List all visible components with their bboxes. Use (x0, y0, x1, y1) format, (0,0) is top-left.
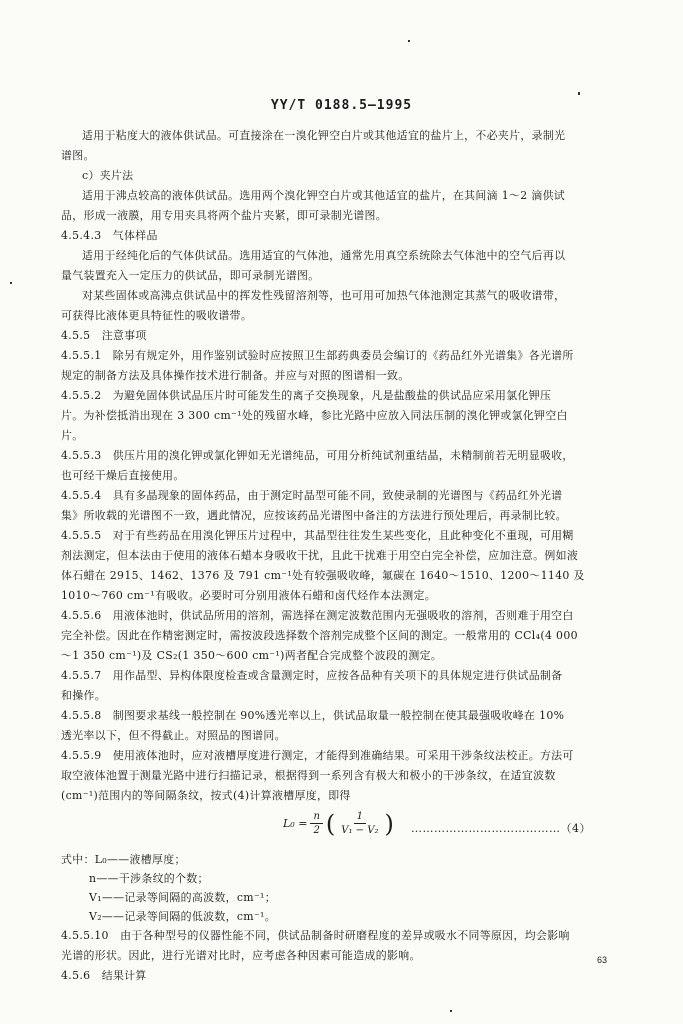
text-line: 片。为补偿抵消出现在 3 300 cm⁻¹处的残留水峰，参比光路中应放入同法压制的溴化钾或氯化钾空白 (61, 409, 568, 422)
text-line: 光谱的形状。因此，进行光谱对比时，应考虑各种因素可能造成的影响。 (61, 949, 421, 962)
text-line: 透光率以下，但不得截止。对照品的图谱同。 (61, 729, 286, 742)
text-line: 集》所收载的光谱图不一致，遇此情况，应按该药品光谱图中备注的方法进行预处理后，再录制比较。 (61, 509, 567, 522)
text-line: 4.5.5.5 对于有些药品在用溴化钾压片过程中，其晶型往往发生某些变化，且此种变化不重现，可用糊 (61, 529, 574, 542)
text-line: 式中：L₀——液槽厚度； (61, 853, 186, 866)
text-line: 可获得比液体更具特征性的吸收谱带。 (61, 309, 253, 322)
page-number: 63 (597, 955, 608, 965)
text-line: 4.5.6 结果计算 (61, 969, 147, 982)
text-line: 适用于粘度大的液体供试品。可直接涂在一溴化钾空白片或其他适宜的盐片上，不必夹片，录制光 (82, 129, 566, 142)
formula-4 (61, 806, 621, 850)
reciprocal-denominator: V₁ − V₂ (341, 825, 379, 836)
text-line: 4.5.5.3 供压片用的溴化钾或氯化钾如无光谱纯品，可用分析纯试剂重结晶，未精制前若无明显吸收， (61, 449, 574, 462)
text-line: ～1 350 cm⁻¹)及 CS₂(1 350～600 cm⁻¹)两者配合完成整个波段的测定。 (61, 649, 443, 662)
text-line: 适用于沸点较高的液体供试品。选用两个溴化钾空白片或其他适宜的盐片，在其间滴 1～2 滴供试 (82, 189, 566, 202)
fraction-numerator: n (310, 810, 322, 824)
text-line: 规定的制备方法及具体操作技术进行制备。并应与对照的图谱相一致。 (61, 369, 410, 382)
text-line: 1010～760 cm⁻¹有吸收。必要时可分别用液体石蜡和卤代烃作本法测定。 (61, 589, 436, 602)
text-line: (cm⁻¹)范围内的等间隔条纹，按式(4)计算液槽厚度，即得 (61, 789, 351, 802)
text-line: 4.5.5.9 使用液体池时，应对液槽厚度进行测定，才能得到准确结果。可采用干涉条纹法校正。方法可 (61, 749, 574, 762)
text-line: 和操作。 (61, 689, 106, 702)
text-line: 4.5.5.2 为避免固体供试品压片时可能发生的离子交换现象，凡是盐酸盐的供试品应采用氯化钾压 (61, 389, 552, 402)
text-line: 4.5.5.10 由于各种型号的仪器性能不同，供试品制备时研磨程度的差异或吸水不同等原因，均会影响 (61, 929, 570, 942)
scan-speck (408, 40, 410, 42)
text-line: 片。 (61, 429, 84, 442)
equation-number: …………………………………（4） (411, 822, 591, 835)
standard-header: YY/T 0188.5—1995 (270, 98, 413, 113)
text-line: 4.5.5.8 制图要求基线一般控制在 90%透光率以上，供试品取量一般控制在使其最强吸收峰在 10% (61, 709, 565, 722)
text-line: 4.5.5.6 用液体池时，供试品所用的溶剂，需选择在测定波数范围内无强吸收的溶剂，否则难于用空白 (61, 609, 574, 622)
symbol-definitions (61, 850, 621, 926)
text-line: 体石蜡在 2915、1462、1376 及 791 cm⁻¹处有较强吸收峰，氟碳在 1640～1510、1200～1140 及 (61, 569, 585, 582)
paragraph-block-tail (61, 926, 621, 986)
text-line: 品，形成一液膜，用专用夹具将两个盐片夹紧，即可录制光谱图。 (61, 209, 387, 222)
reciprocal-numerator: 1 (354, 810, 366, 824)
text-line: 4.5.5.4 具有多晶现象的固体药品，由于测定时晶型可能不同，致使录制的光谱图与《药品红外光谱 (61, 489, 563, 502)
text-line: 4.5.5.1 除另有规定外，用作鉴别试验时应按照卫生部药典委员会编订的《药品红外光谱集》各光谱所 (61, 349, 574, 362)
formula-expression (283, 810, 394, 837)
text-line: 4.5.5 注意事项 (61, 329, 147, 342)
text-line: n——干涉条纹的个数； (89, 872, 209, 885)
text-line: 4.5.5.7 用作晶型、异构体限度检查或含量测定时，应按各品种有关项下的具体规定进行供试品制备 (61, 669, 563, 682)
scan-speck (450, 1010, 452, 1012)
scan-speck (578, 92, 580, 95)
text-line: 适用于经纯化后的气体供试品。选用适宜的气体池，通常先用真空系统除去气体池中的空气后再以 (82, 249, 566, 262)
scan-speck (10, 282, 12, 284)
text-line: 对某些固体或高沸点供试品中的挥发性残留溶剂等，也可用可加热气体池测定其蒸气的吸收谱带， (82, 289, 566, 302)
text-line: 4.5.4.3 气体样品 (61, 229, 158, 242)
formula-lhs: L₀ = (283, 817, 308, 830)
text-line: 剂法测定，但本法由于使用的液体石蜡本身吸收干扰，且此干扰难于用空白完全补偿，应加注意。例如液 (61, 549, 579, 562)
body-text (61, 126, 621, 986)
text-line: 也可经干燥后直接使用。 (61, 469, 185, 482)
text-line: V₁——记录等间隔的高波数，cm⁻¹； (89, 891, 277, 904)
text-line: 量气装置充入一定压力的供试品，即可录制光谱图。 (61, 269, 320, 282)
text-line: c）夹片法 (82, 169, 134, 182)
right-paren: ) (384, 809, 394, 838)
text-line: 完全补偿。因此在作精密测定时，需按波段选择数个溶剂完成整个区间的测定。一般常用的 CCl₄(4 000 (61, 629, 578, 642)
text-line: V₂——记录等间隔的低波数，cm⁻¹。 (89, 910, 277, 923)
fraction-denominator: 2 (313, 825, 320, 836)
text-line: 谱图。 (61, 149, 95, 162)
left-paren: ( (325, 809, 336, 838)
fraction-n-over-2 (310, 810, 322, 837)
fraction-reciprocal (338, 810, 381, 837)
paragraph-block (61, 126, 621, 806)
text-line: 取空液体池置于测量光路中进行扫描记录，根据得到一系列含有极大和极小的干涉条纹，在适宜波数 (61, 769, 556, 782)
